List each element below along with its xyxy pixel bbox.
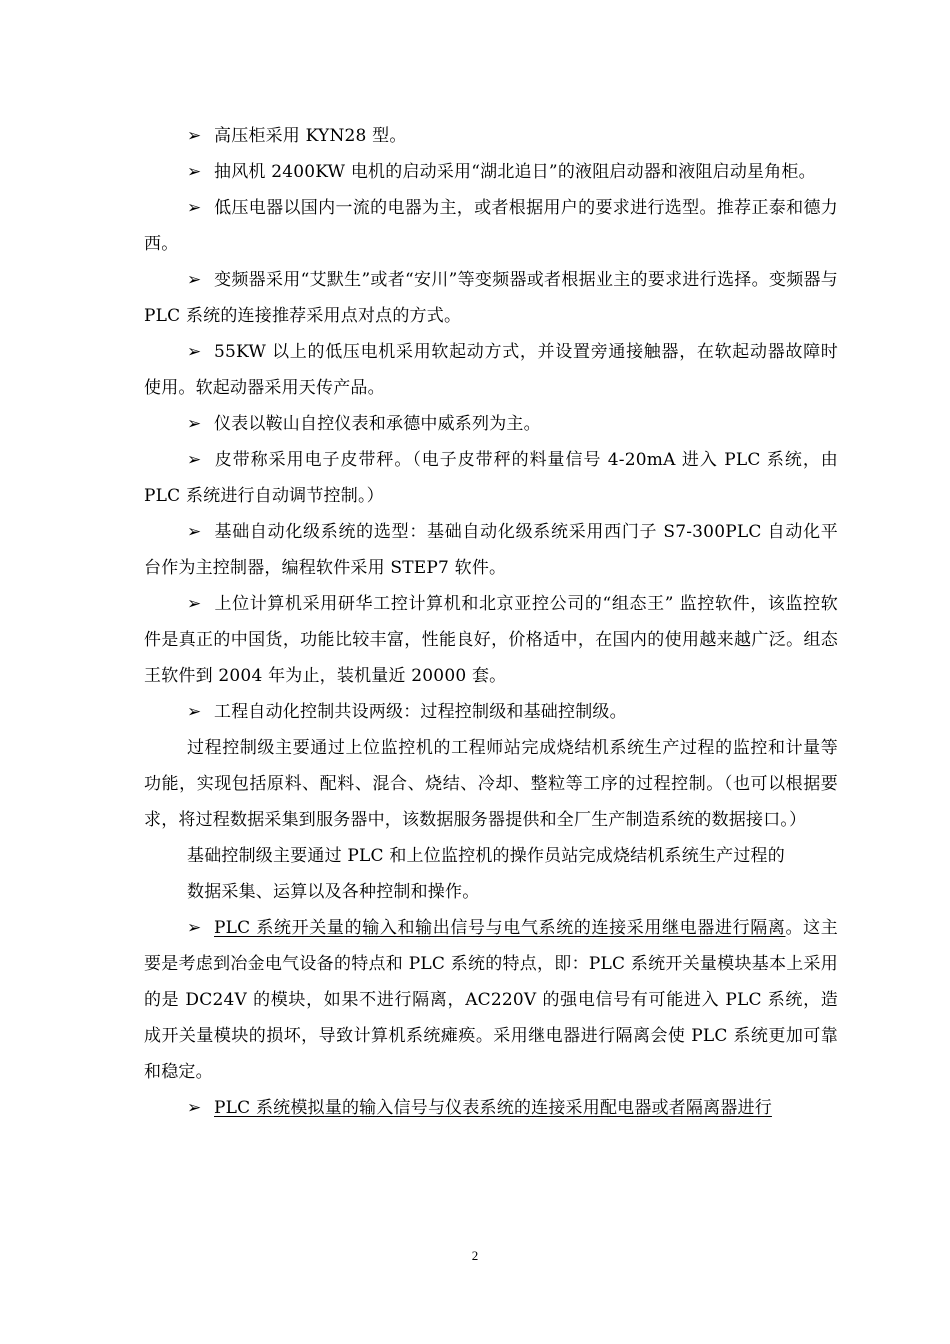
bullet-paragraph — [144, 190, 838, 262]
bullet-paragraph — [144, 586, 838, 694]
document-body — [144, 118, 838, 1126]
bullet-paragraph — [144, 514, 838, 586]
bullet-paragraph — [144, 910, 838, 1090]
arrow-bullet-icon: ➢ — [187, 162, 202, 182]
arrow-bullet-icon: ➢ — [187, 414, 202, 434]
arrow-bullet-icon: ➢ — [187, 126, 202, 146]
paragraph-text: 工程自动化控制共设两级：过程控制级和基础控制级。 — [214, 702, 627, 722]
paragraph-text: 皮带称采用电子皮带秤。（电子皮带秤的料量信号 4-20mA 进入 PLC 系统，由 PLC 系统进行自动调节控制。） — [144, 450, 838, 506]
bullet-paragraph — [144, 262, 838, 334]
arrow-bullet-icon: ➢ — [187, 918, 202, 938]
arrow-bullet-icon: ➢ — [187, 522, 202, 542]
arrow-bullet-icon: ➢ — [187, 594, 202, 614]
underlined-heading-text: PLC 系统开关量的输入和输出信号与电气系统的连接采用继电器进行隔离 — [214, 918, 786, 938]
page-number: 2 — [471, 1248, 479, 1263]
paragraph-text: 基础自动化级系统的选型：基础自动化级系统采用西门子 S7-300PLC 自动化平台作为主控制器，编程软件采用 STEP7 软件。 — [144, 522, 838, 578]
bullet-paragraph — [144, 442, 838, 514]
paragraph-text: 抽风机 2400KW 电机的启动采用“湖北追日”的液阻启动器和液阻启动星角柜。 — [214, 162, 816, 182]
paragraph-text: 高压柜采用 KYN28 型。 — [214, 126, 407, 146]
arrow-bullet-icon: ➢ — [187, 450, 202, 470]
arrow-bullet-icon: ➢ — [187, 198, 202, 218]
bullet-paragraph — [144, 694, 838, 730]
body-paragraph: 过程控制级主要通过上位监控机的工程师站完成烧结机系统生产过程的监控和计量等功能，实现包括原料、配料、混合、烧结、冷却、整粒等工序的过程控制。（也可以根据要求，将过程数据采集到服务器中，该数据服务器提供和全厂生产制造系统的数据接口。） — [144, 738, 838, 830]
arrow-bullet-icon: ➢ — [187, 270, 202, 290]
paragraph-text: 变频器采用“艾默生”或者“安川”等变频器或者根据业主的要求进行选择。变频器与 PLC 系统的连接推荐采用点对点的方式。 — [144, 270, 838, 326]
paragraph-text: 低压电器以国内一流的电器为主，或者根据用户的要求进行选型。推荐正泰和德力西。 — [144, 198, 838, 254]
bullet-paragraph — [144, 118, 838, 154]
body-paragraph-continuation: 数据采集、运算以及各种控制和操作。 — [187, 882, 480, 902]
bullet-paragraph — [144, 1090, 838, 1126]
paragraph-text: 仪表以鞍山自控仪表和承德中威系列为主。 — [214, 414, 541, 434]
paragraph-text: 上位计算机采用研华工控计算机和北京亚控公司的“组态王” 监控软件，该监控软件是真正的中国货，功能比较丰富，性能良好，价格适中，在国内的使用越来越广泛。组态王软件到 2004 年为止，装机量近 20000 套。 — [144, 594, 838, 686]
bullet-paragraph — [144, 154, 838, 190]
underlined-heading-text: PLC 系统模拟量的输入信号与仪表系统的连接采用配电器或者隔离器进行 — [214, 1098, 772, 1118]
paragraph-text: 55KW 以上的低压电机采用软起动方式，并设置旁通接触器，在软起动器故障时使用。软起动器采用天传产品。 — [144, 342, 838, 398]
bullet-paragraph — [144, 406, 838, 442]
arrow-bullet-icon: ➢ — [187, 1098, 202, 1118]
bullet-paragraph — [144, 334, 838, 406]
arrow-bullet-icon: ➢ — [187, 702, 202, 722]
body-paragraph: 基础控制级主要通过 PLC 和上位监控机的操作员站完成烧结机系统生产过程的 — [187, 846, 785, 866]
arrow-bullet-icon: ➢ — [187, 342, 202, 362]
paragraph-text: 。这主要是考虑到冶金电气设备的特点和 PLC 系统的特点，即：PLC 系统开关量模块基本上采用的是 DC24V 的模块，如果不进行隔离，AC220V 的强电信号有可能进入 PLC 系统，造成开关量模块的损坏，导致计算机系统瘫痪。采用继电器进行隔离会使 PLC 系统更加可靠和稳定。 — [144, 918, 838, 1082]
